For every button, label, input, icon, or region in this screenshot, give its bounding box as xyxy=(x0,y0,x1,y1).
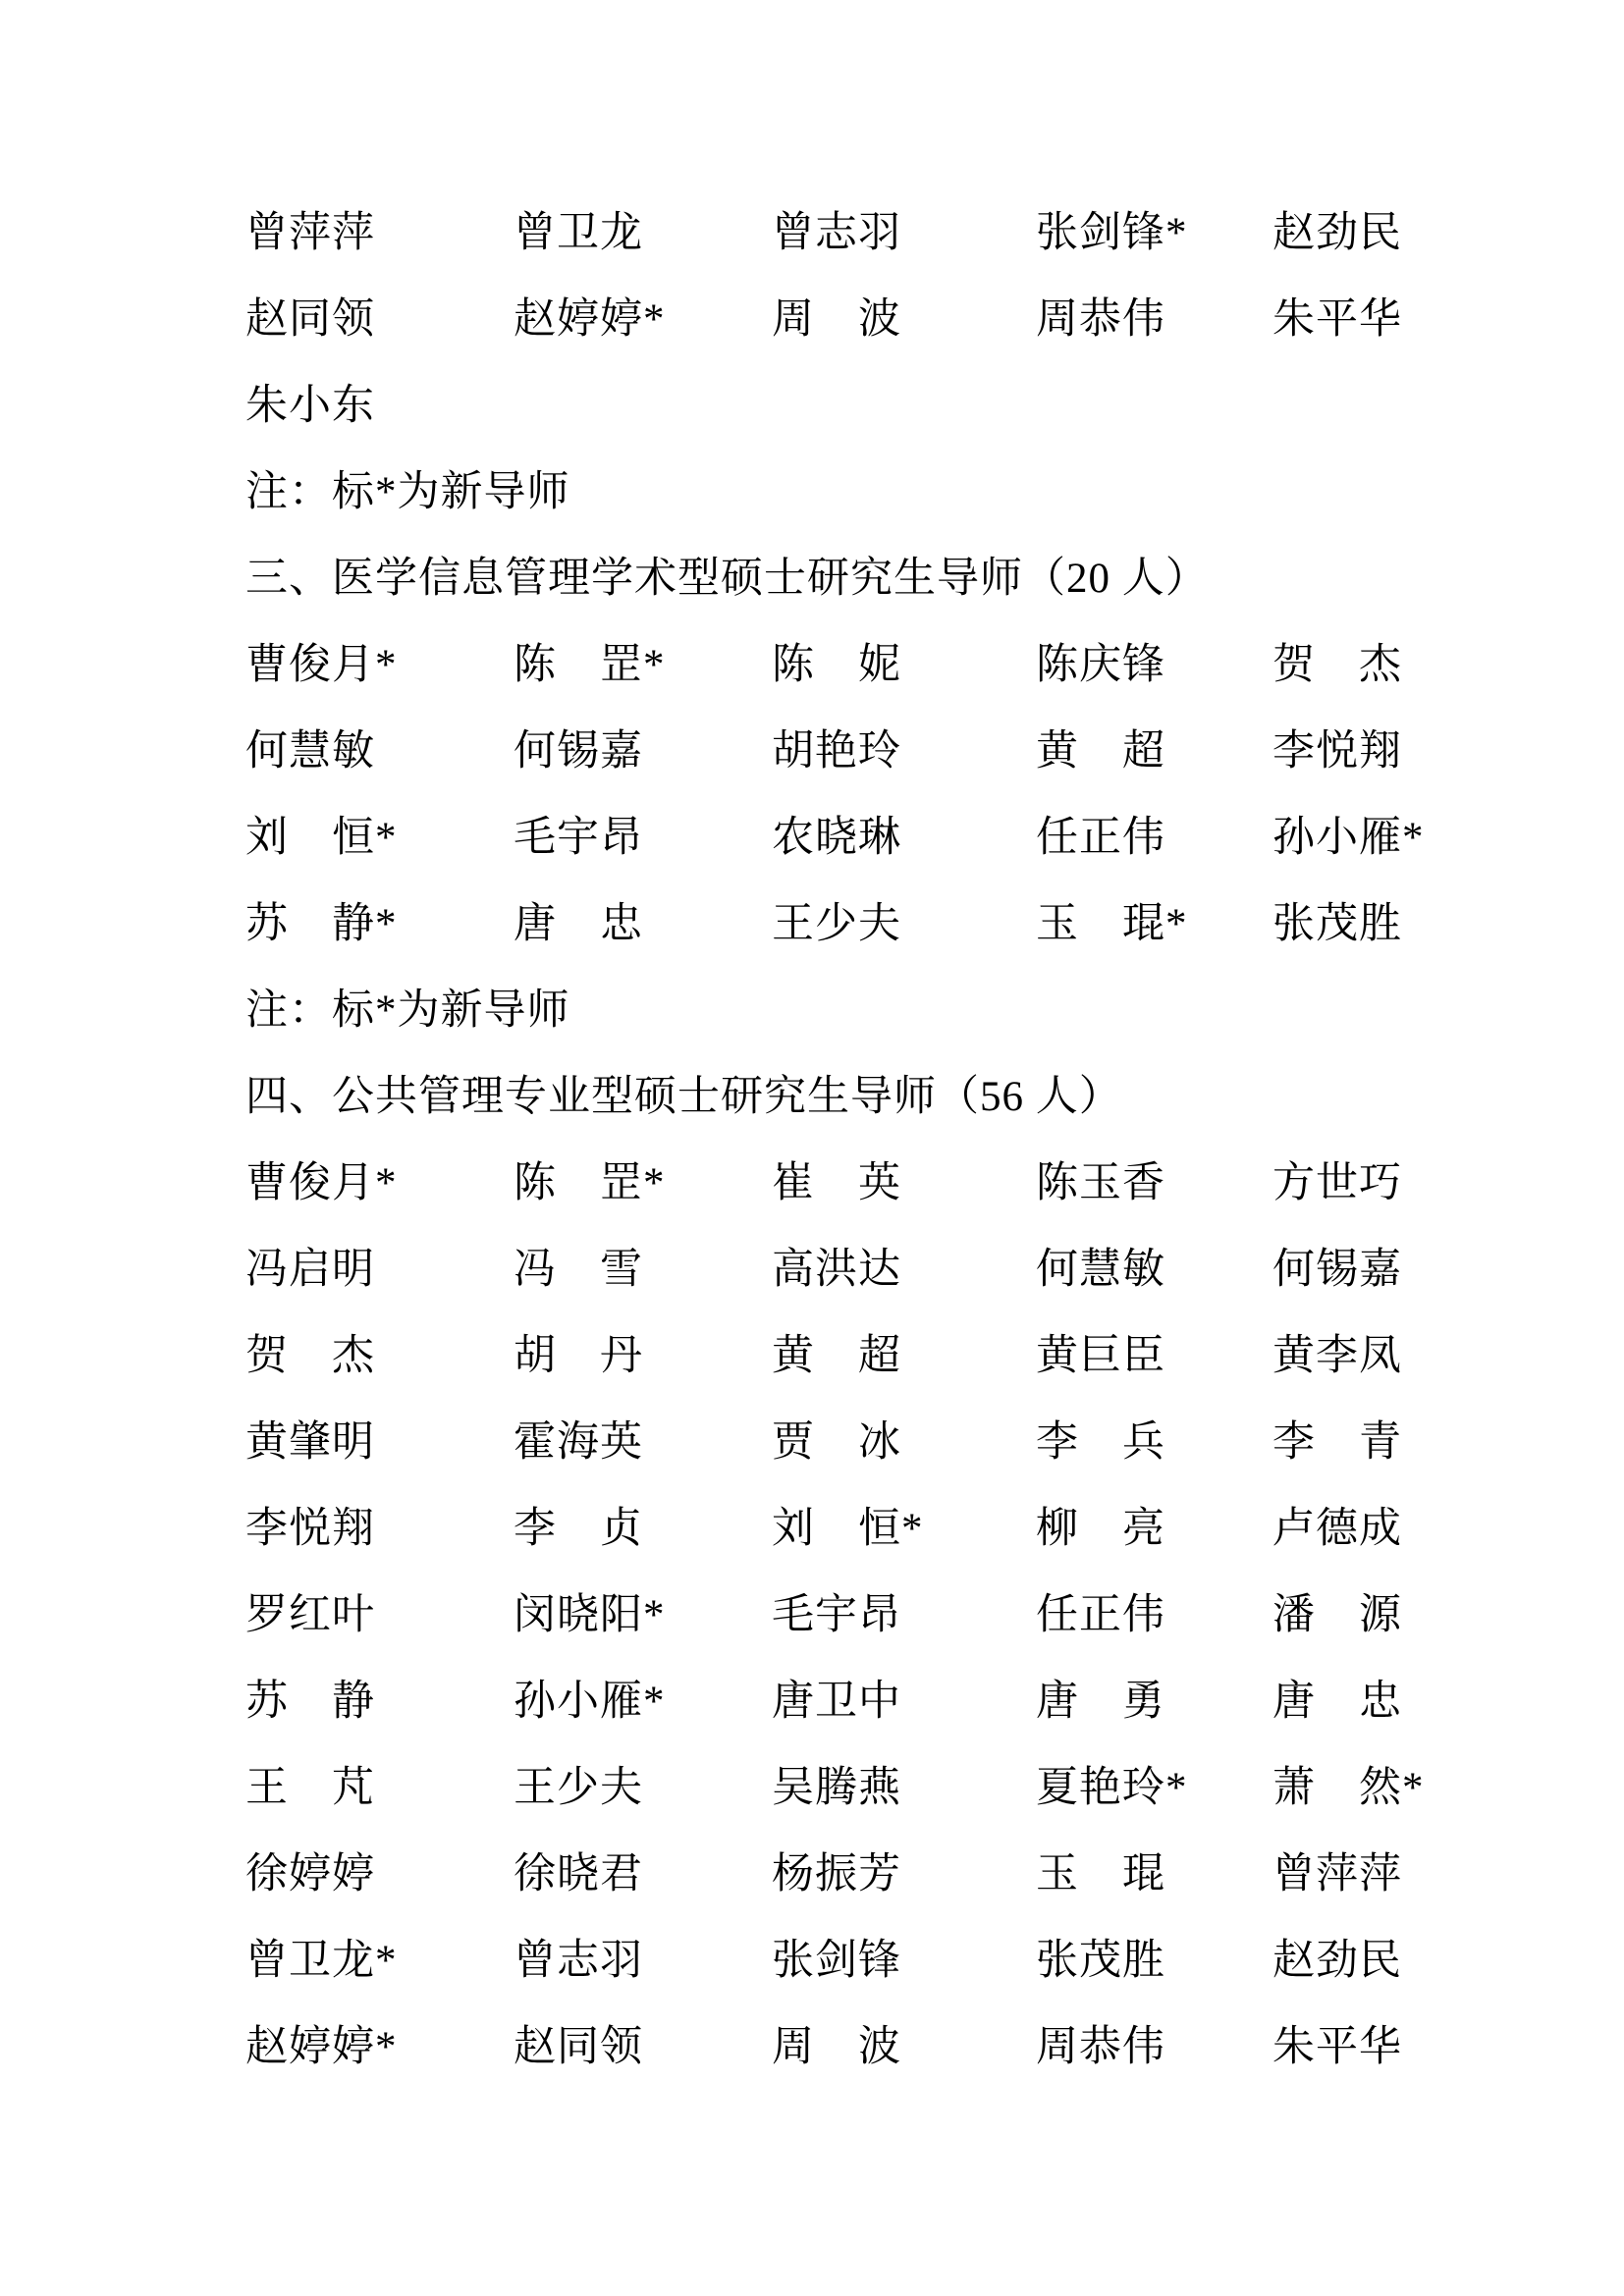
supervisor-name: 任正伟 xyxy=(1036,815,1165,861)
supervisor-name: 曾卫龙 xyxy=(514,210,643,256)
supervisor-name: 朱平华 xyxy=(1272,2024,1402,2070)
supervisor-name: 黄李凤 xyxy=(1272,1333,1402,1379)
supervisor-name: 曾卫龙* xyxy=(245,1938,398,1984)
name-row xyxy=(245,1227,1467,1313)
supervisor-name: 唐 忠 xyxy=(1272,1679,1402,1725)
supervisor-name: 卢德成 xyxy=(1272,1506,1402,1552)
supervisor-name: 赵婷婷* xyxy=(245,2024,398,2070)
supervisor-name: 李悦翔 xyxy=(1272,728,1402,774)
supervisor-name: 何锡嘉 xyxy=(1272,1247,1402,1293)
supervisor-name: 朱平华 xyxy=(1272,296,1402,343)
supervisor-name: 胡艳玲 xyxy=(772,728,901,774)
supervisor-name: 刘 恒* xyxy=(245,815,398,861)
supervisor-name: 霍海英 xyxy=(514,1419,643,1466)
name-row xyxy=(245,1832,1467,1918)
supervisor-name: 黄 超 xyxy=(1036,728,1165,774)
supervisor-name: 冯 雪 xyxy=(514,1247,643,1293)
supervisor-name: 崔 英 xyxy=(772,1160,901,1206)
supervisor-name: 曾萍萍 xyxy=(245,210,375,256)
name-row xyxy=(245,363,1467,450)
supervisor-name: 李 贞 xyxy=(514,1506,643,1552)
name-row xyxy=(245,1918,1467,2004)
supervisor-name: 贺 杰 xyxy=(1272,642,1402,688)
supervisor-name: 陈 罡* xyxy=(514,1160,666,1206)
supervisor-name: 苏 静 xyxy=(245,1679,375,1725)
supervisor-name: 何锡嘉 xyxy=(514,728,643,774)
name-row xyxy=(245,1745,1467,1832)
supervisor-name: 陈 罡* xyxy=(514,642,666,688)
supervisor-name: 苏 静* xyxy=(245,901,398,947)
supervisor-name: 曾志羽 xyxy=(772,210,901,256)
supervisor-name: 周恭伟 xyxy=(1036,2024,1165,2070)
supervisor-name: 夏艳玲* xyxy=(1036,1765,1188,1811)
supervisor-name: 朱小东 xyxy=(245,383,375,429)
name-row xyxy=(245,795,1467,881)
supervisor-name: 李 兵 xyxy=(1036,1419,1165,1466)
supervisor-name: 何慧敏 xyxy=(245,728,375,774)
supervisor-name: 柳 亮 xyxy=(1036,1506,1165,1552)
name-row xyxy=(245,2004,1467,2091)
supervisor-name: 张剑锋 xyxy=(772,1938,901,1984)
supervisor-name: 陈 妮 xyxy=(772,642,901,688)
supervisor-name: 贺 杰 xyxy=(245,1333,375,1379)
supervisor-name: 任正伟 xyxy=(1036,1592,1165,1638)
name-row xyxy=(245,1573,1467,1659)
supervisor-name: 唐卫中 xyxy=(772,1679,901,1725)
name-row xyxy=(245,1400,1467,1486)
supervisor-name: 周 波 xyxy=(772,2024,901,2070)
supervisor-name: 玉 琨 xyxy=(1036,1851,1165,1897)
supervisor-name: 曾萍萍 xyxy=(1272,1851,1402,1897)
supervisor-name: 陈庆锋 xyxy=(1036,642,1165,688)
supervisor-name: 杨振芳 xyxy=(772,1851,901,1897)
supervisor-name: 孙小雁* xyxy=(1272,815,1425,861)
supervisor-name: 王 芃 xyxy=(245,1765,375,1811)
name-row xyxy=(245,1313,1467,1400)
name-row xyxy=(245,1659,1467,1745)
name-row xyxy=(245,881,1467,968)
supervisor-name: 黄肇明 xyxy=(245,1419,375,1466)
supervisor-name: 赵同领 xyxy=(245,296,375,343)
supervisor-name: 李悦翔 xyxy=(245,1506,375,1552)
supervisor-name: 农晓琳 xyxy=(772,815,901,861)
supervisor-name: 毛宇昂 xyxy=(772,1592,901,1638)
supervisor-name: 罗红叶 xyxy=(245,1592,375,1638)
supervisor-name: 王少夫 xyxy=(514,1765,643,1811)
supervisor-name: 冯启明 xyxy=(245,1247,375,1293)
supervisor-name: 张剑锋* xyxy=(1036,210,1188,256)
supervisor-name: 胡 丹 xyxy=(514,1333,643,1379)
name-row xyxy=(245,709,1467,795)
supervisor-name: 吴腾燕 xyxy=(772,1765,901,1811)
supervisor-name: 潘 源 xyxy=(1272,1592,1402,1638)
supervisor-name: 贾 冰 xyxy=(772,1419,901,1466)
section-heading: 三、医学信息管理学术型硕士研究生导师（20 人） xyxy=(245,556,1209,602)
name-row xyxy=(245,622,1467,709)
supervisor-name: 玉 琨* xyxy=(1036,901,1188,947)
supervisor-name: 方世巧 xyxy=(1272,1160,1402,1206)
name-row xyxy=(245,1486,1467,1573)
supervisor-name: 何慧敏 xyxy=(1036,1247,1165,1293)
supervisor-name: 闵晓阳* xyxy=(514,1592,666,1638)
supervisor-name: 赵同领 xyxy=(514,2024,643,2070)
supervisor-name: 唐 勇 xyxy=(1036,1679,1165,1725)
document-body xyxy=(245,190,1467,2091)
supervisor-name: 黄 超 xyxy=(772,1333,901,1379)
supervisor-name: 张茂胜 xyxy=(1272,901,1402,947)
name-row xyxy=(245,190,1467,277)
supervisor-name: 唐 忠 xyxy=(514,901,643,947)
supervisor-name: 徐晓君 xyxy=(514,1851,643,1897)
supervisor-name: 周 波 xyxy=(772,296,901,343)
supervisor-name: 陈玉香 xyxy=(1036,1160,1165,1206)
section-heading: 四、公共管理专业型硕士研究生导师（56 人） xyxy=(245,1074,1122,1120)
supervisor-name: 赵劲民 xyxy=(1272,210,1402,256)
supervisor-name: 赵婷婷* xyxy=(514,296,666,343)
name-row xyxy=(245,1141,1467,1227)
supervisor-name: 孙小雁* xyxy=(514,1679,666,1725)
supervisor-name: 高洪达 xyxy=(772,1247,901,1293)
supervisor-name: 黄巨臣 xyxy=(1036,1333,1165,1379)
supervisor-name: 萧 然* xyxy=(1272,1765,1425,1811)
supervisor-name: 赵劲民 xyxy=(1272,1938,1402,1984)
supervisor-name: 李 青 xyxy=(1272,1419,1402,1466)
supervisor-name: 王少夫 xyxy=(772,901,901,947)
supervisor-name: 刘 恒* xyxy=(772,1506,924,1552)
supervisor-name: 周恭伟 xyxy=(1036,296,1165,343)
supervisor-name: 曹俊月* xyxy=(245,642,398,688)
supervisor-name: 张茂胜 xyxy=(1036,1938,1165,1984)
supervisor-name: 曹俊月* xyxy=(245,1160,398,1206)
supervisor-name: 毛宇昂 xyxy=(514,815,643,861)
name-row xyxy=(245,277,1467,363)
note-line: 注：标*为新导师 xyxy=(245,469,570,515)
note-line: 注：标*为新导师 xyxy=(245,988,570,1034)
supervisor-name: 曾志羽 xyxy=(514,1938,643,1984)
supervisor-name: 徐婷婷 xyxy=(245,1851,375,1897)
